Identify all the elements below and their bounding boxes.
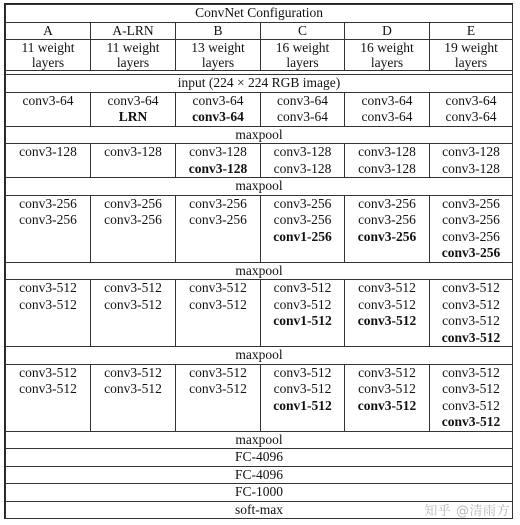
layer-cell-a [6, 195, 91, 262]
layer-entry: conv3-64 [445, 92, 497, 108]
fc-layer: FC-4096 [6, 449, 513, 467]
layer-cell-a-lrn [91, 280, 176, 347]
column-desc-a [6, 40, 91, 71]
layer-entry: conv3-128 [104, 144, 162, 159]
layer-entry: conv3-512 [358, 381, 416, 396]
layer-cell-d [345, 195, 430, 262]
layer-entry: conv3-512 [358, 296, 416, 312]
layer-entry: conv3-512 [273, 381, 332, 396]
layer-entry: conv3-512 [189, 381, 247, 396]
layer-entry: conv3-128 [273, 160, 332, 176]
layer-entry: conv3-128 [273, 144, 332, 159]
maxpool-layer-row [6, 262, 513, 280]
layer-entry: conv3-256 [358, 195, 416, 211]
watermark: 知乎 @清雨方 [424, 504, 510, 519]
layer-entry: conv3-512 [441, 329, 501, 345]
maxpool-layer-row [6, 178, 513, 196]
conv-block-4 [6, 280, 513, 347]
layer-cell-c [261, 195, 345, 262]
layer-cell-b [176, 92, 261, 126]
column-desc-d [345, 40, 430, 71]
softmax-layer: soft-max [6, 501, 513, 519]
layer-entry: conv3-64 [445, 109, 497, 124]
layer-cell-a-lrn [91, 364, 176, 431]
layer-cell-d [345, 364, 430, 431]
layer-cell-e [430, 92, 513, 126]
layer-entry: conv3-256 [189, 195, 247, 211]
layer-entry: conv1-256 [273, 228, 332, 244]
column-header-b: B [176, 22, 261, 40]
column-header-a: A [6, 22, 91, 40]
layer-cell-e [430, 280, 513, 347]
layer-cell-d [345, 144, 430, 178]
layer-cell-a [6, 144, 91, 178]
column-desc-b [176, 40, 261, 71]
column-header-a-lrn: A-LRN [91, 22, 176, 40]
layer-entry: conv3-512 [357, 313, 417, 328]
layer-entry: conv3-512 [104, 280, 162, 295]
column-desc-line: layers [31, 55, 65, 70]
column-desc-line: layers [286, 55, 319, 70]
layer-entry: conv3-64 [277, 109, 328, 124]
conv-block-2 [6, 144, 513, 178]
layer-entry: conv3-64 [361, 92, 413, 108]
column-header-e: E [430, 22, 513, 40]
column-desc-line: layers [116, 55, 150, 70]
layer-entry: conv3-512 [442, 381, 500, 396]
layer-entry: conv3-256 [442, 228, 500, 244]
title-row [6, 5, 513, 23]
column-desc-c [261, 40, 345, 71]
column-desc-line: layers [454, 55, 488, 70]
column-desc-line: 16 weight [275, 40, 330, 55]
layer-cell-b [176, 195, 261, 262]
layer-entry: conv3-256 [104, 212, 162, 227]
column-desc-row [6, 40, 513, 71]
column-name-row [6, 22, 513, 40]
layer-entry: conv3-128 [188, 160, 248, 176]
convnet-config-table-frame [4, 3, 513, 519]
layer-cell-a-lrn [91, 195, 176, 262]
layer-entry: conv3-512 [442, 364, 500, 380]
column-desc-line: 13 weight [191, 40, 245, 55]
layer-cell-d [345, 92, 430, 126]
layer-entry: conv3-512 [358, 364, 416, 380]
maxpool-layer: maxpool [6, 262, 513, 280]
layer-entry: conv1-512 [273, 397, 332, 413]
layer-entry: conv3-512 [104, 364, 162, 380]
column-desc-line: layers [201, 55, 235, 70]
layer-entry: conv3-256 [358, 212, 416, 227]
column-header-c: C [261, 22, 345, 40]
column-desc-line: layers [370, 55, 404, 70]
layer-cell-d [345, 280, 430, 347]
layer-cell-a-lrn [91, 144, 176, 178]
layer-entry: conv3-128 [358, 144, 416, 159]
layer-entry: conv1-512 [273, 313, 332, 328]
layer-cell-c [261, 144, 345, 178]
convnet-config-table [5, 4, 513, 519]
layer-cell-c [261, 92, 345, 126]
layer-entry: conv3-512 [19, 296, 77, 312]
layer-entry: conv3-512 [357, 397, 417, 413]
fc-layer: FC-1000 [6, 484, 513, 502]
maxpool-layer: maxpool [6, 126, 513, 144]
layer-entry: conv3-64 [192, 109, 244, 124]
layer-entry: conv3-512 [358, 280, 416, 295]
conv-block-1 [6, 92, 513, 126]
layer-entry: conv3-64 [192, 92, 244, 108]
layer-cell-e [430, 144, 513, 178]
maxpool-layer-row [6, 126, 513, 144]
layer-entry: conv3-512 [189, 364, 247, 380]
layer-cell-b [176, 280, 261, 347]
maxpool-layer: maxpool [6, 347, 513, 365]
column-desc-line: 16 weight [360, 40, 414, 55]
layer-entry: conv3-256 [19, 212, 77, 227]
layer-entry: conv3-512 [189, 280, 247, 295]
layer-entry: conv3-128 [358, 160, 416, 176]
layer-entry: conv3-512 [442, 313, 500, 328]
layer-entry: conv3-256 [19, 195, 77, 211]
layer-entry: conv3-512 [189, 296, 247, 312]
input-spec-row [6, 75, 513, 93]
layer-entry: conv3-512 [104, 296, 162, 312]
column-desc-line: 11 weight [106, 40, 160, 55]
layer-cell-a [6, 92, 91, 126]
layer-entry: conv3-256 [442, 212, 500, 227]
maxpool-layer: maxpool [6, 178, 513, 196]
maxpool-layer-row [6, 347, 513, 365]
layer-entry: conv3-512 [441, 414, 501, 429]
layer-entry: conv3-512 [273, 296, 332, 312]
layer-entry: conv3-256 [442, 195, 500, 211]
column-desc-e [430, 40, 513, 71]
layer-cell-e [430, 195, 513, 262]
column-desc-line: 19 weight [444, 40, 498, 55]
layer-entry: conv3-64 [361, 109, 413, 124]
layer-cell-a [6, 364, 91, 431]
layer-entry: conv3-512 [442, 397, 500, 413]
layer-entry: conv3-256 [104, 195, 162, 211]
maxpool-layer: maxpool [6, 431, 513, 449]
layer-entry: conv3-512 [442, 280, 500, 295]
column-desc-line: 11 weight [21, 40, 75, 55]
layer-entry: conv3-512 [273, 364, 332, 380]
layer-entry: conv3-256 [273, 212, 332, 227]
layer-entry: conv3-512 [442, 296, 500, 312]
layer-cell-b [176, 144, 261, 178]
layer-entry: conv3-256 [441, 245, 501, 260]
layer-cell-e [430, 364, 513, 431]
layer-entry: conv3-128 [442, 144, 500, 159]
layer-entry: conv3-256 [273, 195, 332, 211]
layer-entry: conv3-128 [19, 144, 77, 159]
layer-entry: conv3-128 [189, 144, 247, 159]
maxpool-layer-row [6, 431, 513, 449]
layer-cell-a-lrn [91, 92, 176, 126]
layer-entry: conv3-64 [277, 92, 328, 108]
layer-entry: conv3-512 [19, 364, 77, 380]
fc-layer-row [6, 449, 513, 467]
fc-layer-row [6, 484, 513, 502]
layer-entry: conv3-256 [357, 228, 417, 244]
layer-entry: conv3-64 [22, 92, 74, 108]
layer-entry: LRN [118, 109, 148, 124]
conv-block-5 [6, 364, 513, 431]
layer-cell-c [261, 280, 345, 347]
fc-layer: FC-4096 [6, 466, 513, 484]
layer-entry: conv3-128 [442, 160, 500, 176]
layer-entry: conv3-512 [19, 280, 77, 295]
layer-entry: conv3-512 [104, 381, 162, 396]
layer-entry: conv3-64 [107, 92, 159, 108]
column-desc-a-lrn [91, 40, 176, 71]
layer-entry: conv3-512 [273, 280, 332, 295]
table-title: ConvNet Configuration [6, 5, 513, 23]
layer-cell-c [261, 364, 345, 431]
conv-block-3 [6, 195, 513, 262]
input-spec: input (224 × 224 RGB image) [6, 75, 513, 93]
column-header-d: D [345, 22, 430, 40]
layer-entry: conv3-256 [189, 212, 247, 227]
layer-cell-b [176, 364, 261, 431]
fc-layer-row [6, 466, 513, 484]
layer-entry: conv3-512 [19, 381, 77, 396]
layer-cell-a [6, 280, 91, 347]
